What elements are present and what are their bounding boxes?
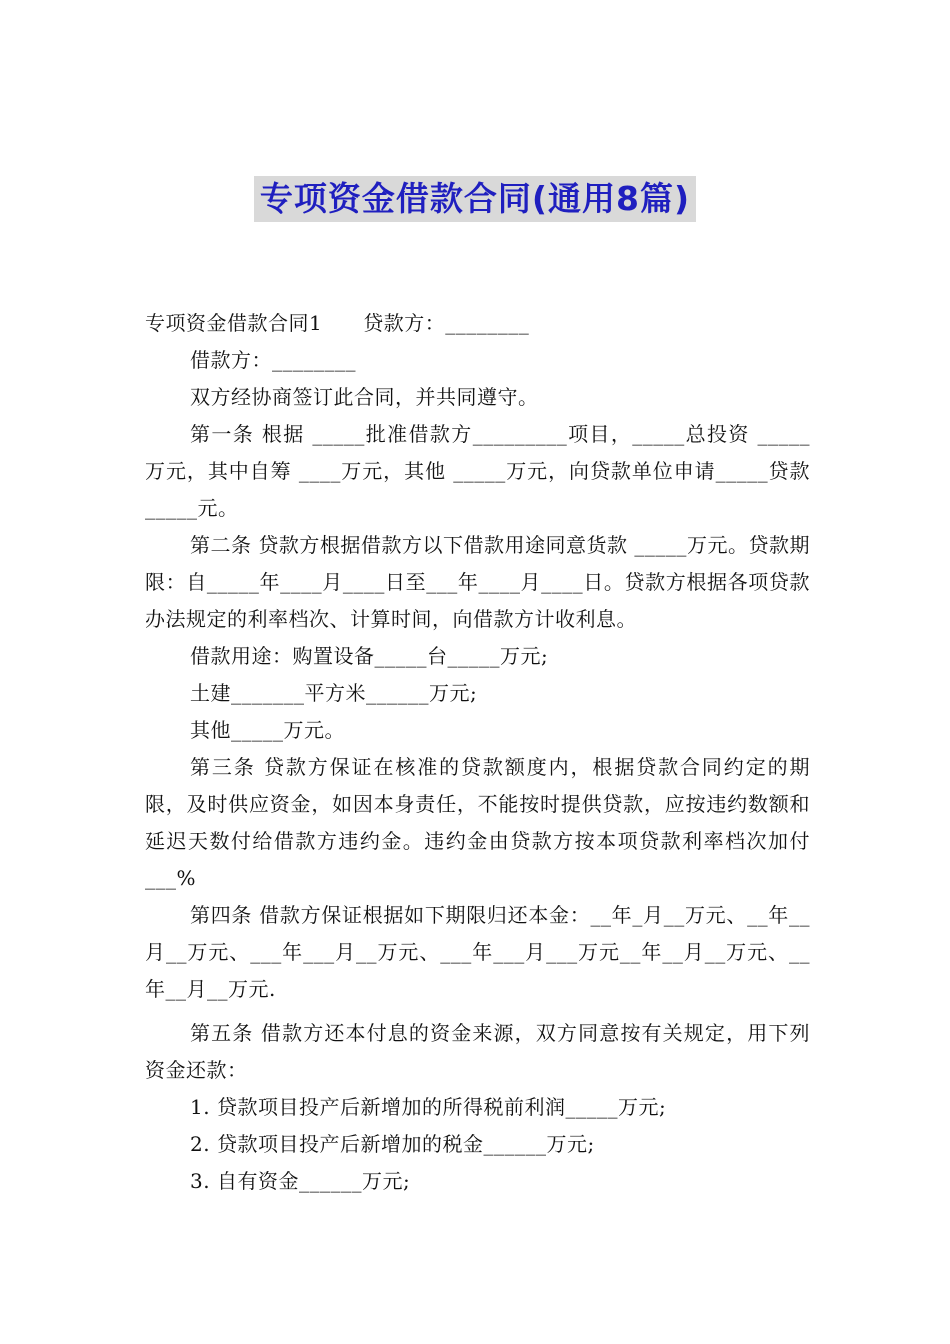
title-wrapper <box>0 176 950 222</box>
paragraph: 第三条 贷款方保证在核准的贷款额度内，根据贷款合同约定的期限，及时供应资金，如因本身责任，不能按时提供贷款，应按违约数额和延迟天数付给借款方违约金。违约金由贷款方按本项贷款利率档次加付___% <box>145 755 810 890</box>
paragraph: 双方经协商签订此合同，并共同遵守。 <box>190 385 539 409</box>
paragraph: 其他_____万元。 <box>190 718 345 742</box>
paragraph: 土建_______平方米______万元; <box>190 681 478 705</box>
list-item: 3. 自有资金______万元; <box>190 1169 411 1193</box>
paragraph: 借款方：________ <box>190 348 356 372</box>
document-title: 专项资金借款合同(通用8篇) <box>254 176 696 222</box>
paragraph: 第一条 根据 _____批准借款方_________项目，_____总投资 _____万元，其中自筹 ____万元，其他 _____万元，向贷款单位申请_____贷款_____元。 <box>145 422 810 520</box>
paragraph: 借款用途：购置设备_____台_____万元; <box>190 644 549 668</box>
paragraph: 第四条 借款方保证根据如下期限归还本金：__年_月__万元、__年__月__万元、___年___月__万元、___年___月___万元__年__月__万元、__年__月__万元. <box>145 903 810 1001</box>
paragraph: 第五条 借款方还本付息的资金来源，双方同意按有关规定，用下列资金还款： <box>145 1021 810 1082</box>
document-body <box>145 305 810 1200</box>
paragraph: 专项资金借款合同1 贷款方：________ <box>145 311 530 335</box>
list-item: 1. 贷款项目投产后新增加的所得税前利润_____万元; <box>190 1095 667 1119</box>
paragraph: 第二条 贷款方根据借款方以下借款用途同意货款 _____万元。贷款期限：自_____年____月____日至___年____月____日。贷款方根据各项贷款办法规定的利率档次、计算时间，向借款方计收利息。 <box>145 533 810 631</box>
list-item: 2. 贷款项目投产后新增加的税金______万元; <box>190 1132 595 1156</box>
